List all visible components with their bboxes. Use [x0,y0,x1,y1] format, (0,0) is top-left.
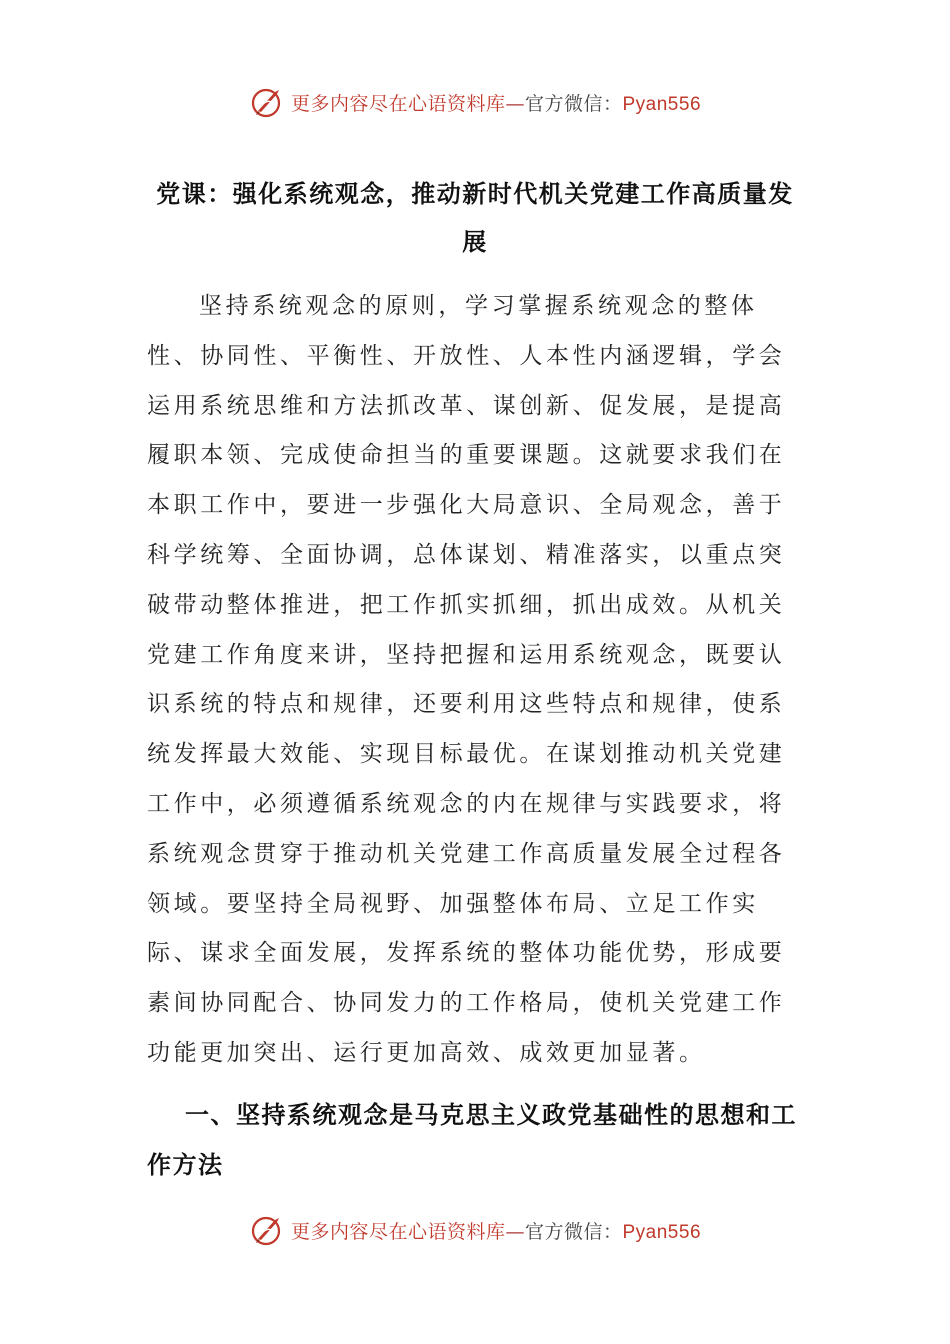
quill-pen-logo-icon [249,1212,285,1248]
watermark-wechat-id: Pyan556 [622,93,702,115]
section-heading: 一、坚持系统观念是马克思主义政党基础性的思想和工作方法 [147,1101,797,1179]
watermark-wechat-label: 官方微信： [524,1220,623,1243]
header-watermark [0,82,950,122]
watermark-text [291,89,701,116]
quill-pen-logo-icon [249,84,285,120]
watermark-wechat-label: 官方微信： [524,92,623,115]
watermark-dash: — [505,1220,525,1243]
watermark-main: 更多内容尽在心语资料库 [290,92,506,115]
body-paragraph: 坚持系统观念的原则，学习掌握系统观念的整体性、协同性、平衡性、开放性、人本性内涵逻辑，学会运用系统思维和方法抓改革、谋创新、促发展，是提高履职本领、完成使命担当的重要课题。这就要求我们在本职工作中，要进一步强化大局意识、全局观念，善于科学统筹、全面协调，总体谋划、精准落实，以重点突破带动整体推进，把工作抓实抓细，抓出成效。从机关党建工作角度来讲，坚持把握和运用系统观念，既要认识系统的特点和规律，还要利用这些特点和规律，使系统发挥最大效能、实现目标最优。在谋划推动机关党建工作中，必须遵循系统观念的内在规律与实践要求，将系统观念贯穿于推动机关党建工作高质量发展全过程各领域。要坚持全局视野、加强整体布局、立足工作实际、谋求全面发展，发挥系统的整体功能优势，形成要素间协同配合、协同发力的工作格局，使机关党建工作功能更加突出、运行更加高效、成效更加显著。 [147,293,786,1066]
footer-watermark [0,1210,950,1250]
watermark-dash: — [505,92,525,115]
document-title: 党课：强化系统观念，推动新时代机关党建工作高质量发展 [156,180,794,256]
watermark-wechat-id: Pyan556 [622,1221,702,1243]
watermark-text [291,1217,701,1244]
watermark-main: 更多内容尽在心语资料库 [290,1220,506,1243]
